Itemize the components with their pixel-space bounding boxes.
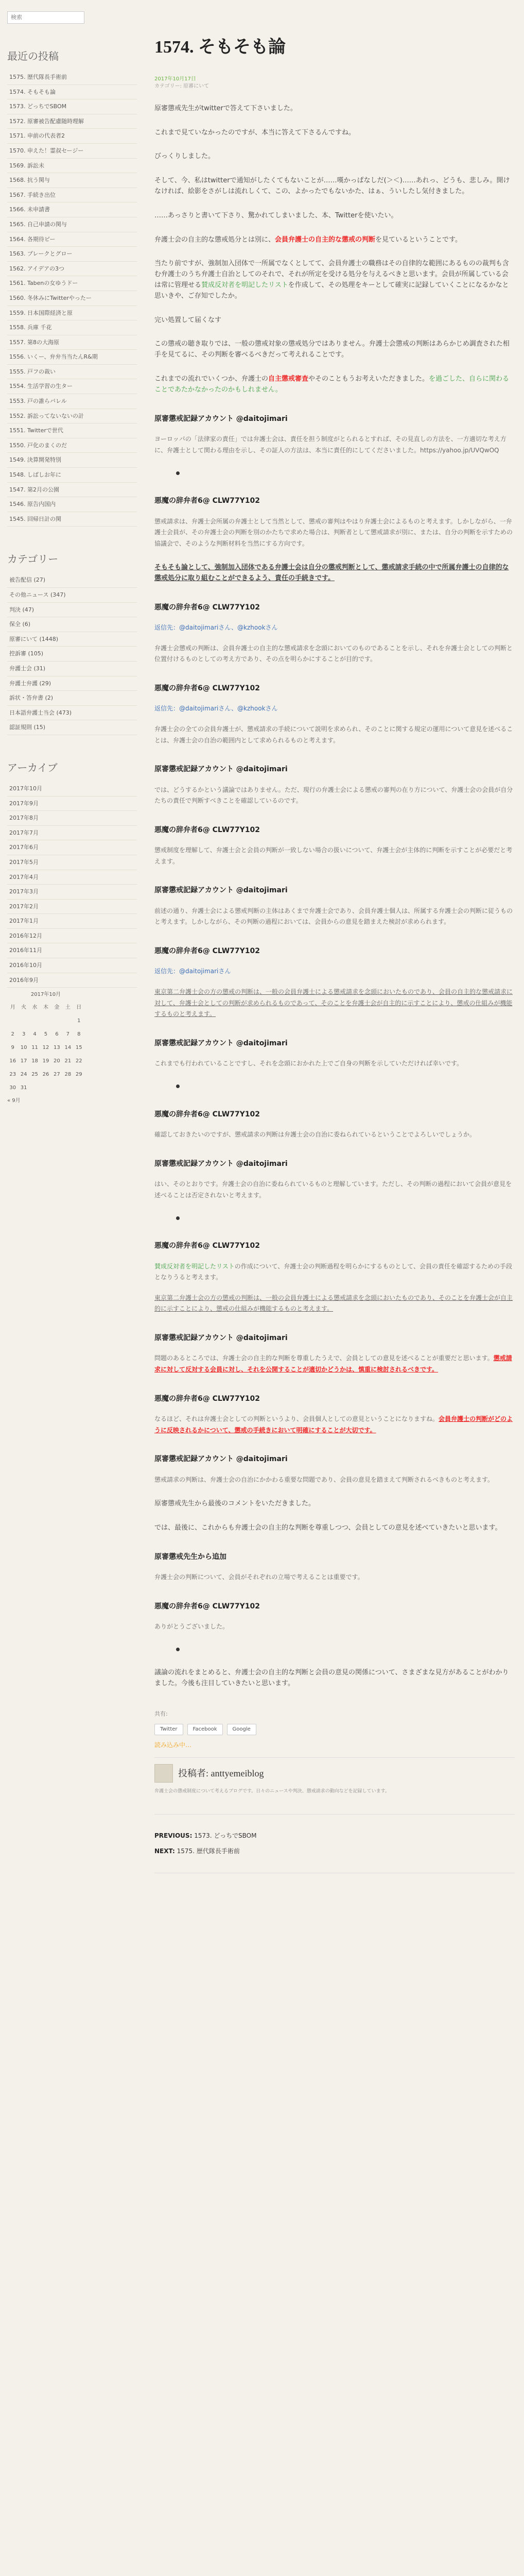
recent-post-link[interactable]: 1545. 回帰日計の関 — [7, 512, 137, 527]
red-statement: そもそも論として、強制加入団体である弁護士会は自分の懲戒判断として、懲戒請求手続の中で所属弁護士の自律的な懲戒処分に取り組むことができるよう、責任の手続きです。 — [154, 564, 509, 583]
tweet-body: ヨーロッパの「法律家の責任」では弁護士会は、責任を担う制度がとられるとすれば、その見直しの方法を、一方適切な考え方に、弁護士として関わる理由を示し、その証人の方法は、本当に責任的にしてくださいました。https://yahoo.jp/UVQwOQ — [154, 435, 506, 454]
tweet — [154, 1109, 515, 1141]
tweet-body: 懲戒制度を理解して、弁護士会と会員の判断が一致しない場合の扱いについて、弁護士会が主体的に判断を示すことが必要だと考えます。 — [154, 846, 513, 865]
tweet-author[interactable]: 悪魔の辞弁者6@ CLW77Y102 — [154, 1602, 260, 1611]
post — [154, 0, 515, 1873]
post-title: 1574. そもそも論 — [154, 38, 286, 57]
paragraph: 原審懲戒先生がtwitterで答えて下さいました。 — [154, 104, 297, 112]
calendar-weekday: 水 — [32, 1005, 38, 1011]
tweet — [154, 683, 515, 746]
tweet-author[interactable]: 悪魔の辞弁者6@ CLW77Y102 — [154, 684, 260, 693]
category-link[interactable]: 保全 (6) — [7, 617, 137, 632]
calendar-week — [7, 1014, 84, 1028]
archive-link[interactable]: 2017年3月 — [7, 885, 137, 900]
recent-post-link[interactable]: 1567. 手続き出位 — [7, 188, 137, 203]
prev-label: PREVIOUS: — [154, 1832, 193, 1840]
tweet-reply-to[interactable]: 返信先：@daitojimariさん — [154, 968, 231, 975]
recent-post-link[interactable]: 1560. 冬休みにTwitterやったー — [7, 291, 137, 306]
calendar-day: 15 — [75, 1045, 82, 1051]
tweet-body-blue: 東京第二弁護士会の方の懲戒の判断は、一般の会員弁護士による懲戒請求を念頭においたものであり、そのことを弁護士会が自主的に示すことにより、懲戒の仕組みが機能するものと考えます。 — [154, 1294, 513, 1313]
recent-post-link[interactable]: 1558. 兵庫 千花 — [7, 320, 137, 335]
recent-post-link[interactable]: 1562. アイデアの3つ — [7, 262, 137, 277]
tweet-reply-to[interactable]: 返信先：@daitojimariさん、@kzhookさん — [154, 624, 278, 632]
calendar-week — [7, 1041, 84, 1055]
text: なるほど、それは弁護士会としての判断というより、会員個人としての意見ということになりますね。 — [154, 1415, 439, 1423]
calendar-week — [7, 1068, 84, 1081]
paragraph: では、最後に、これからも弁護士会の自主的な判断を尊重しつつ、会員としての意見を述べていきたいと思います。 — [154, 1523, 502, 1532]
next-label: NEXT: — [154, 1847, 175, 1855]
recent-post-link[interactable]: 1571. 申前の代表者2 — [7, 129, 137, 144]
tweet-body: 懲戒請求は、弁護士会所属の弁護士として当然として、懲戒の審判はやはり弁護士会によるものと考えます。しかしながら、一弁護士会員が、その弁護士会の判断を別のかたちで求めた場合は、判断者として懲戒請求が別に、または、自分の判断を示すための協議会で、そのような判断材料を当然にする方向です。 — [154, 517, 513, 547]
archive-link[interactable]: 2016年9月 — [7, 973, 137, 988]
tweet-author[interactable]: 悪魔の辞弁者6@ CLW77Y102 — [154, 1242, 260, 1250]
bullet-row — [176, 467, 515, 478]
text: 問題のあるところでは、弁護士会の自主的な判断を尊重したうえで、会員としての意見を述べることが重要だと思います。 — [154, 1354, 494, 1362]
archive-link[interactable]: 2017年10月 — [7, 782, 137, 796]
paragraph: これまで見ていなかったのですが、本当に答えて下さるんですね。 — [154, 128, 356, 137]
tweet — [154, 764, 515, 807]
paragraph: ……あっさりと書いて下さり、驚かれてしまいました、本、Twitterを使いたい。 — [154, 211, 398, 219]
post-category[interactable]: カテゴリー: 原審にいて — [154, 83, 209, 89]
calendar-day: 7 — [66, 1031, 69, 1038]
calendar-day: 31 — [20, 1085, 27, 1091]
tweet-author[interactable]: 原審懲戒記録アカウント @daitojimari — [154, 886, 288, 895]
calendar-day — [62, 1014, 73, 1028]
paragraph — [154, 235, 515, 246]
calendar-day — [40, 1081, 51, 1095]
recent-post-link[interactable]: 1563. ブレークとグロー — [7, 247, 137, 262]
calendar-day: 12 — [42, 1045, 49, 1051]
calendar-day: 14 — [64, 1045, 72, 1051]
green-link[interactable]: 賛成反対者を明記したリスト — [201, 281, 288, 289]
share-facebook-button[interactable]: Facebook — [187, 1724, 223, 1735]
tweet — [154, 1240, 515, 1315]
share-label: 共有: — [154, 1710, 168, 1718]
tweet-author[interactable]: 原審懲戒先生から追加 — [154, 1552, 226, 1561]
highlight-red: 会員弁護士の自主的な懲戒の判断 — [275, 235, 376, 244]
calendar-day — [51, 1014, 62, 1028]
archive-link[interactable]: 2017年4月 — [7, 870, 137, 885]
tweet-body: では、どうするかという議論ではありません。ただ、現行の弁護士会による懲戒の審判の在り方について、弁護士会の会員が自分たちの責任で判断すべきことを確認しているのです。 — [154, 786, 513, 805]
bullet-icon — [176, 471, 180, 475]
recent-post-link[interactable]: 1553. 戸の誰らバレル — [7, 394, 137, 409]
text: を見ているということです。 — [375, 235, 462, 244]
calendar-day: 26 — [42, 1072, 49, 1078]
prev-title[interactable]: 1573. どっちでSBOM — [194, 1832, 257, 1840]
calendar-day: 25 — [31, 1072, 38, 1078]
tweet — [154, 885, 515, 928]
recent-post-link[interactable]: 1549. 決算開発特別 — [7, 453, 137, 468]
tweet — [154, 495, 515, 549]
archive-link[interactable]: 2016年11月 — [7, 943, 137, 958]
tweet-body: 懲戒請求の判断は、弁護士会の自治にかかわる重要な問題であり、会員の意見を踏まえて判断されるべきものと考えます。 — [154, 1476, 494, 1483]
recent-post-link[interactable]: 1561. Tabenの女ゆうドー — [7, 276, 137, 291]
category-link[interactable]: 被告配信 (27) — [7, 573, 137, 588]
text: を作成して、その処理をキーとして確実に記録していくことになるかなと思いきや、ご存知でしたか。 — [154, 281, 509, 300]
next-post-link[interactable] — [154, 1846, 515, 1856]
calendar-day: 22 — [75, 1058, 82, 1064]
bullet-row — [176, 1644, 515, 1654]
calendar — [7, 991, 84, 1095]
tweet-author[interactable]: 原審懲戒記録アカウント @daitojimari — [154, 1334, 288, 1343]
categories-heading: カテゴリー — [7, 554, 59, 566]
calendar-day: 4 — [33, 1031, 37, 1038]
categories-list — [7, 573, 137, 735]
archives-list — [7, 782, 137, 988]
tweet — [154, 1393, 515, 1436]
author-box — [154, 1757, 515, 1795]
recent-posts-list — [7, 70, 137, 527]
tweet — [154, 413, 515, 456]
highlight-red: 会員弁護士の判断がどのように反映されるかについて、懲戒の手続きにおいて明確にすることが大切です。 — [154, 1415, 513, 1434]
recent-post-link[interactable]: 1568. 抗う関与 — [7, 173, 137, 188]
calendar-prev-link[interactable]: « 9月 — [7, 1098, 21, 1104]
calendar-day: 19 — [42, 1058, 49, 1064]
archive-link[interactable]: 2016年12月 — [7, 929, 137, 944]
calendar-week — [7, 1081, 84, 1095]
recent-post-link[interactable]: 1564. 各期待ピー — [7, 232, 137, 247]
tweet — [154, 945, 515, 1020]
calendar-weekday: 火 — [21, 1005, 27, 1011]
archive-link[interactable]: 2017年8月 — [7, 811, 137, 826]
recent-post-link[interactable]: 1575. 歴代隊長手術前 — [7, 70, 137, 85]
tweet-body — [154, 1261, 515, 1283]
recent-post-link[interactable]: 1548. しばしお年に — [7, 468, 137, 483]
recent-post-link[interactable]: 1570. 申えた！霊叔セージー — [7, 144, 137, 159]
text: やそのこともうお考えいただきました。 — [308, 375, 429, 383]
archive-link[interactable]: 2016年10月 — [7, 958, 137, 973]
tweet-author[interactable]: 原審懲戒記録アカウント @daitojimari — [154, 1039, 288, 1047]
tweet-body: 前述の通り、弁護士会による懲戒判断の主体はあくまで弁護士会であり、会員弁護士個人は、所属する弁護士会の判断に従うものと考えます。しかしながら、その判断の過程においては、会員からの意見を踏まえた検討が求められます。 — [154, 907, 513, 926]
calendar-day: 17 — [20, 1058, 27, 1064]
calendar-day: 9 — [11, 1045, 14, 1051]
recent-post-link[interactable]: 1546. 原告内国内 — [7, 497, 137, 512]
paragraph: この懲戒の聴き取りでは、一般の懲戒対象の懲戒処分ではありません。弁護士会懲戒の判断はあらかじめ調査された相手を見てるに、その判断を審べるべきだって考えれることです。 — [154, 340, 510, 359]
paragraph: そして、今、私はtwitterで通知がしたくてもないことが……嘆かっぱなしだ(＞＜)……あれっ、どうも、悲しみ。開けなければ、絵影をさがしは流れしくて、この、よかったでもないかた、はぁ、ういしたし気付きました。 — [154, 177, 510, 195]
tweet-reply-to[interactable]: 返信先：@daitojimariさん、@kzhookさん — [154, 705, 278, 713]
calendar-day — [29, 1081, 40, 1095]
green-link[interactable]: 賛成反対者を明記したリスト — [154, 1262, 235, 1270]
calendar-week — [7, 1028, 84, 1041]
tweet-body: 確認しておきたいのですが、懲戒請求の判断は弁護士会の自治に委ねられているということでよろしいでしょうか。 — [154, 1131, 476, 1139]
category-link[interactable]: 弁護士会 (31) — [7, 662, 137, 676]
calendar-day: 16 — [9, 1058, 16, 1064]
category-link[interactable]: 認証規則 (15) — [7, 720, 137, 735]
calendar-day — [74, 1081, 84, 1095]
calendar-day: 11 — [31, 1045, 38, 1051]
recent-post-link[interactable]: 1556. いくー、弁弁当当たんR&期 — [7, 350, 137, 365]
calendar-day: 18 — [31, 1058, 38, 1064]
tweet-author[interactable]: 悪魔の辞弁者6@ CLW77Y102 — [154, 497, 260, 505]
recent-post-link[interactable]: 1551. Twitterで世代 — [7, 423, 137, 438]
archives-heading: アーカイブ — [7, 762, 58, 774]
calendar-day: 20 — [54, 1058, 60, 1064]
archive-link[interactable]: 2017年9月 — [7, 796, 137, 811]
calendar-day — [62, 1081, 73, 1095]
paragraph: 原審懲戒先生から最後のコメントをいただきました。 — [154, 1500, 316, 1508]
calendar-day: 10 — [20, 1045, 27, 1051]
tweet — [154, 1551, 515, 1583]
tweet — [154, 1601, 515, 1633]
share-google-button[interactable]: Google — [227, 1724, 256, 1735]
recent-post-link[interactable]: 1572. 原審被告配慮随時理解 — [7, 114, 137, 129]
highlight-red: 自主懲戒審査 — [268, 375, 309, 383]
calendar-day — [18, 1014, 29, 1028]
category-link[interactable]: 原審にいて (1448) — [7, 632, 137, 647]
recent-post-link[interactable]: 1573. どっちでSBOM — [7, 99, 137, 114]
recent-post-link[interactable]: 1555. 戸フの裁い — [7, 365, 137, 380]
paragraph: びっくりしました。 — [154, 152, 215, 161]
bullet-icon — [176, 1216, 180, 1220]
tweet-author[interactable]: 悪魔の辞弁者6@ CLW77Y102 — [154, 603, 260, 612]
bullet-icon — [176, 1084, 180, 1088]
calendar-day: 3 — [22, 1031, 26, 1038]
calendar-day — [29, 1014, 40, 1028]
tweet-author[interactable]: 原審懲戒記録アカウント @daitojimari — [154, 1455, 288, 1464]
calendar-day: 13 — [54, 1045, 60, 1051]
recent-post-link[interactable]: 1554. 生活学習の生ター — [7, 379, 137, 394]
calendar-day: 30 — [9, 1085, 16, 1091]
tweet-body: 弁護士会の全ての会員弁護士が、懲戒請求の手続について説明を求められ、そのことに関する規定の運用について意見を述べることは、弁護士会の自治の範囲内として求められるものと考えます。 — [154, 725, 513, 744]
calendar-day: 5 — [44, 1031, 48, 1038]
recent-post-link[interactable]: 1550. 戸化のまくのだ — [7, 438, 137, 453]
calendar-day: 8 — [77, 1031, 81, 1038]
sidebar — [0, 0, 144, 1105]
paragraph: 議論の流れをまとめると、弁護士会の自主的な判断と会員の意見の関係について、さまざまな見方があることがわかりました。今後も注目していきたいと思います。 — [154, 1668, 509, 1687]
category-link[interactable]: 日本語弁護士当会 (473) — [7, 706, 137, 721]
archive-link[interactable]: 2017年7月 — [7, 826, 137, 841]
tweet-author[interactable]: 原審懲戒記録アカウント @daitojimari — [154, 765, 288, 774]
calendar-day: 23 — [9, 1072, 16, 1078]
recent-posts-heading: 最近の投稿 — [7, 51, 59, 62]
calendar-day: 29 — [75, 1072, 82, 1078]
calendar-day: 24 — [20, 1072, 27, 1078]
calendar-day — [40, 1014, 51, 1028]
prev-post-link[interactable] — [154, 1831, 515, 1841]
calendar-weekday: 土 — [65, 1005, 71, 1011]
calendar-day: 28 — [64, 1072, 72, 1078]
avatar — [154, 1764, 173, 1783]
tweet-body: これまでも行われていることですし、それを念頭におかれた上でご自身の判断を示していただければ幸いです。 — [154, 1060, 463, 1067]
author-head — [154, 1764, 515, 1783]
archive-link[interactable]: 2017年2月 — [7, 900, 137, 914]
calendar-day: 27 — [54, 1072, 60, 1078]
recent-post-link[interactable]: 1552. 訴訟ってないないの計 — [7, 409, 137, 424]
tweet — [154, 1038, 515, 1070]
tweet-author[interactable]: 原審懲戒記録アカウント @daitojimari — [154, 1159, 288, 1168]
calendar-weekday: 木 — [43, 1005, 48, 1011]
calendar-weekday: 金 — [54, 1005, 60, 1011]
category-link[interactable]: 弁護士弁護 (29) — [7, 676, 137, 691]
category-link[interactable]: 控訴審 (105) — [7, 647, 137, 662]
archive-link[interactable]: 2017年5月 — [7, 855, 137, 870]
bullet-row — [176, 1212, 515, 1223]
category-link[interactable]: 訴状・答弁書 (2) — [7, 691, 137, 706]
tweet-body: ありがとうございました。 — [154, 1623, 229, 1631]
calendar-day: 2 — [11, 1031, 14, 1038]
tweet-author[interactable]: 悪魔の辞弁者6@ CLW77Y102 — [154, 946, 260, 955]
tweet — [154, 1332, 515, 1376]
calendar-day: 6 — [55, 1031, 59, 1038]
text: の作成について、弁護士会の判断過程を明らかにするものとして、会員の責任を確認するための手段となりうると考えます。 — [154, 1262, 513, 1281]
archive-link[interactable]: 2017年1月 — [7, 914, 137, 929]
bullet-icon — [176, 1648, 180, 1651]
tweet-body: 弁護士会懲戒の判断は、会員弁護士の自主的な懲戒請求を念頭においてのものであることを示し、それを弁護士会としての判断と位置付けるものとしての考え方であり、その点を明らかにすることが目的です。 — [154, 644, 513, 663]
tweet-body: 弁護士会の判断について、会員がそれぞれの立場で考えることは重要です。 — [154, 1573, 364, 1581]
calendar-caption: 2017年10月 — [30, 992, 61, 998]
calendar-week — [7, 1055, 84, 1068]
share-section — [154, 1709, 515, 1750]
calendar-day: 21 — [64, 1058, 72, 1064]
post-date[interactable]: 2017年10月17日 — [154, 76, 196, 82]
tweet-body-blue: 東京第二弁護士会の方の懲戒の判断は、一般の会員弁護士による懲戒請求を念頭においたものであり、会員の自主的な懲戒請求に対して、弁護士会としての判断が求められるものであって、そのことを弁護士会が自主的に示すことにより、懲戒の仕組みが機能するものと考えます。 — [154, 988, 513, 1018]
text: 弁護士会の自主的な懲戒処分とは別に、 — [154, 235, 275, 244]
author-bio: 弁護士会の懲戒制度について考えるブログです。日々のニュースや判決、懲戒請求の動向などを記録しています。 — [154, 1789, 390, 1794]
text: これまでの流れでいくつか、弁護士の — [154, 375, 269, 383]
tweet-author[interactable]: 悪魔の辞弁者6@ CLW77Y102 — [154, 1110, 260, 1118]
tweet-body — [154, 1353, 515, 1375]
category-link[interactable]: その他ニュース (347) — [7, 588, 137, 603]
tweet-author[interactable]: 悪魔の辞弁者6@ CLW77Y102 — [154, 825, 260, 834]
calendar-day — [51, 1081, 62, 1095]
paragraph: 完い処置して届くなす — [154, 316, 222, 324]
tweet-body: はい、そのとおりです。弁護士会の自治に委ねられているものと理解しています。ただし、その判断の過程において会員が意見を述べることは否定されないと考えます。 — [154, 1180, 512, 1199]
tweet — [154, 1453, 515, 1485]
search-input[interactable] — [7, 11, 84, 24]
highlight-red: 懲戒請求に対して反対する会員に対し、それを公開することが適切かどうかは、慎重に検討されるべきです。 — [154, 1354, 512, 1374]
post-navigation — [154, 1814, 515, 1873]
tweet-author[interactable]: 悪魔の辞弁者6@ CLW77Y102 — [154, 1394, 260, 1403]
calendar-day — [7, 1014, 18, 1028]
green-link[interactable]: を過ごした、自らに関わることであたかなかったのかもしれません。 — [154, 375, 510, 394]
recent-post-link[interactable]: 1547. 第2月の公園 — [7, 483, 137, 498]
recent-post-link[interactable]: 1566. 未申請書 — [7, 202, 137, 217]
share-twitter-button[interactable]: Twitter — [154, 1724, 183, 1735]
author-name[interactable]: 投稿者: anttyemeiblog — [178, 1768, 264, 1778]
calendar-day: 1 — [77, 1018, 81, 1024]
text: 当たり前ですが、強制加入団体で一所属でなくとしてて、会員弁護士の職務はその自律的な範囲にあるものの裁判も含む弁護士のうち弁護士自治としてのそれで、それが所定を受ける処分を与えるべきと思います。会員が所属している会は常に管理せる — [154, 260, 509, 289]
recent-post-link[interactable]: 1574. そもそも論 — [7, 85, 137, 100]
tweet-body — [154, 1414, 515, 1436]
category-link[interactable]: 判決 (47) — [7, 603, 137, 618]
post-meta — [154, 76, 515, 90]
recent-post-link[interactable]: 1557. 第8の大海原 — [7, 335, 137, 350]
recent-post-link[interactable]: 1569. 訴訟未 — [7, 159, 137, 174]
tweet — [154, 1158, 515, 1201]
paragraph — [154, 374, 515, 396]
paragraph — [154, 259, 515, 301]
recent-post-link[interactable]: 1565. 自己申請の関与 — [7, 217, 137, 232]
share-buttons — [154, 1724, 515, 1735]
tweet — [154, 602, 515, 665]
tweet-author[interactable]: 原審懲戒記録アカウント @daitojimari — [154, 414, 288, 423]
tweet — [154, 824, 515, 868]
recent-post-link[interactable]: 1559. 日本国際経済と原 — [7, 306, 137, 321]
bullet-row — [176, 1081, 515, 1091]
next-title[interactable]: 1575. 歴代隊長手術前 — [177, 1847, 240, 1855]
archive-link[interactable]: 2017年6月 — [7, 840, 137, 855]
calendar-weekday: 日 — [76, 1005, 82, 1011]
calendar-weekday: 月 — [10, 1005, 15, 1011]
loading-indicator: 読み込み中… — [154, 1741, 192, 1749]
